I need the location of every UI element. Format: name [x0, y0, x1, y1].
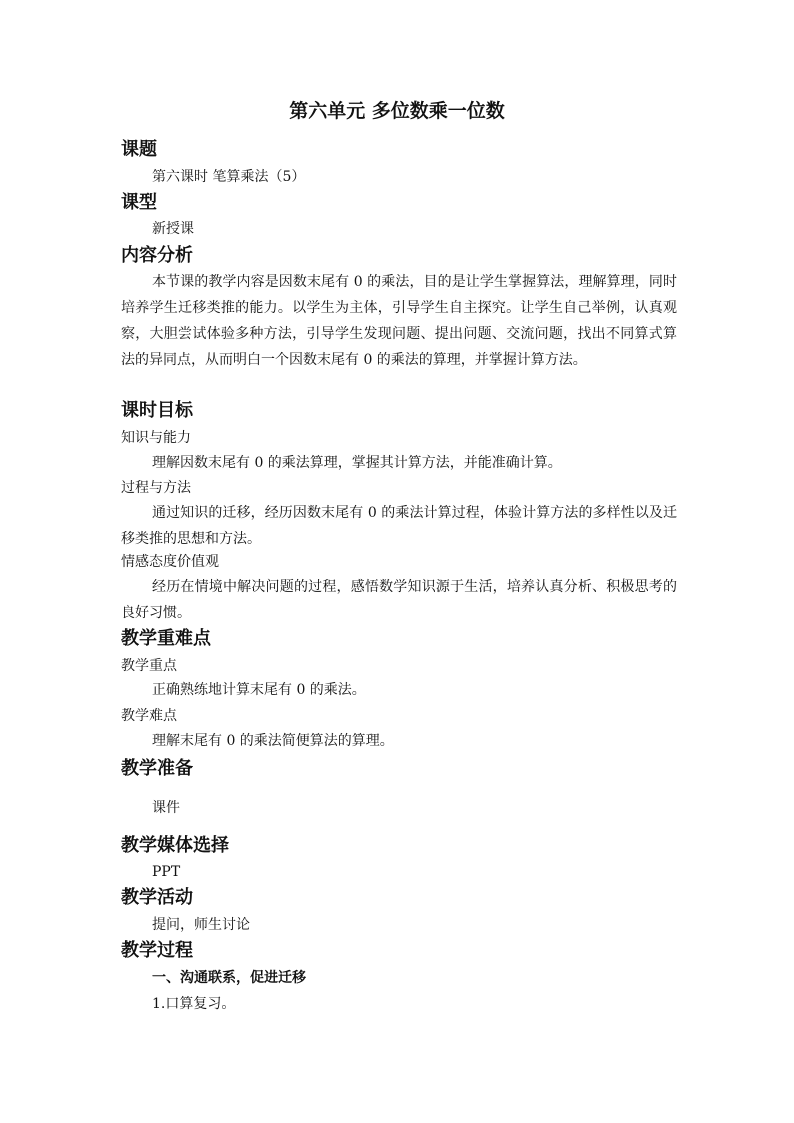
difficulty-label: 教学难点: [121, 708, 177, 724]
type-heading: 课型: [121, 192, 157, 213]
media-text: PPT: [152, 864, 181, 880]
focus-text: 正确熟练地计算末尾有 0 的乘法。: [152, 682, 366, 698]
process-label: 过程与方法: [121, 480, 191, 496]
document-title: 第六单元 多位数乘一位数: [289, 100, 505, 122]
preparation-text: 课件: [152, 800, 180, 816]
objectives-heading: 课时目标: [121, 400, 193, 421]
knowledge-label: 知识与能力: [121, 430, 191, 446]
activity-heading: 教学活动: [121, 887, 193, 908]
procedure-item-1: 1.口算复习。: [152, 996, 236, 1012]
media-heading: 教学媒体选择: [121, 835, 229, 856]
difficulty-text: 理解末尾有 0 的乘法简便算法的算理。: [152, 733, 394, 749]
topic-text: 第六课时 笔算乘法（5）: [152, 169, 306, 185]
activity-text: 提问，师生讨论: [152, 917, 250, 933]
emotion-label: 情感态度价值观: [121, 554, 219, 570]
process-text: 通过知识的迁移，经历因数末尾有 0 的乘法计算过程，体验计算方法的多样性以及迁移类推的思想和方法。: [121, 505, 677, 547]
type-text: 新授课: [152, 221, 194, 237]
focus-label: 教学重点: [121, 658, 177, 674]
analysis-heading: 内容分析: [121, 245, 193, 266]
preparation-heading: 教学准备: [121, 758, 193, 779]
procedure-section-1: 一、沟通联系，促进迁移: [152, 970, 306, 986]
analysis-paragraph: 本节课的教学内容是因数末尾有 0 的乘法，目的是让学生掌握算法，理解算理，同时培养学生迁移类推的能力。以学生为主体，引导学生自主探究。让学生自己举例，认真观察，大胆尝试体验多种方法，引导学生发现问题、提出问题、交流问题，找出不同算式算法的异同点，从而明白一个因数末尾有 0 的乘法的算理，并掌握计算方法。: [121, 274, 677, 368]
procedure-heading: 教学过程: [121, 940, 193, 961]
topic-heading: 课题: [121, 139, 157, 160]
keypoints-heading: 教学重难点: [121, 628, 211, 649]
emotion-text: 经历在情境中解决问题的过程，感悟数学知识源于生活，培养认真分析、积极思考的良好习惯。: [121, 579, 677, 621]
knowledge-text: 理解因数末尾有 0 的乘法算理，掌握其计算方法，并能准确计算。: [152, 455, 562, 471]
